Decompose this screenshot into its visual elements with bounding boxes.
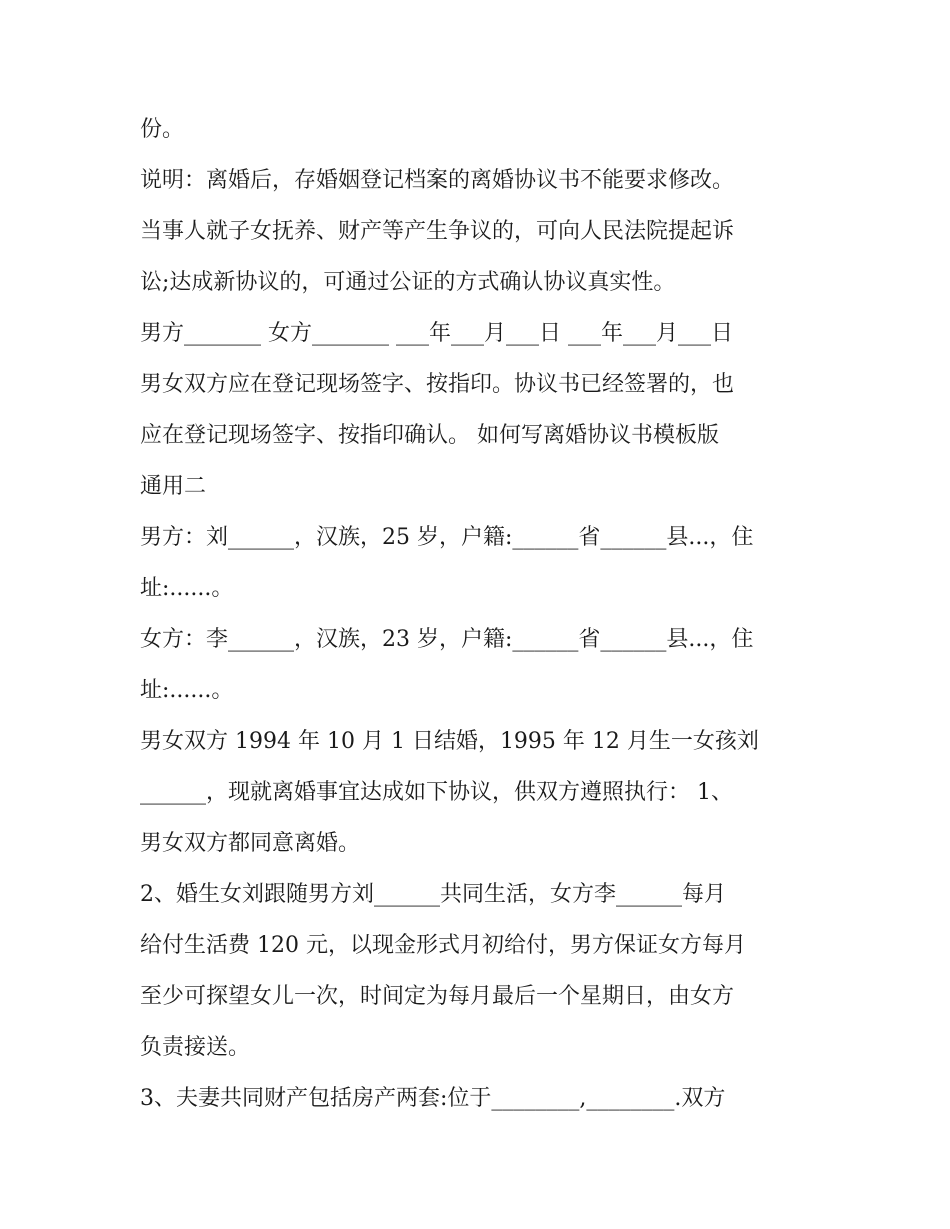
text-line-18: 至少可探望女儿一次，时间定为每月最后一个星期日，由女方 — [140, 984, 735, 1009]
document-body — [140, 104, 820, 1124]
text-line-8: 通用二 — [140, 474, 207, 499]
text-line-7: 应在登记现场签字、按指印确认。 如何写离婚协议书模板版 — [140, 423, 719, 448]
text-line-14: ______，现就离婚事宜达成如下协议，供双方遵照执行： 1、 — [140, 780, 733, 805]
text-line-9: 男方：刘______，汉族，25 岁，户籍:______省______县...，住 — [140, 525, 754, 550]
text-line-2: 说明：离婚后，存婚姻登记档案的离婚协议书不能要求修改。 — [140, 168, 735, 193]
text-line-16: 2、婚生女刘跟随男方刘______共同生活，女方李______每月 — [140, 882, 726, 907]
text-line-15: 男女双方都同意离婚。 — [140, 831, 361, 856]
text-line-20: 3、夫妻共同财产包括房产两套:位于________,________.双方 — [140, 1086, 726, 1111]
text-line-1: 份。 — [140, 117, 185, 142]
text-line-3: 当事人就子女抚养、财产等产生争议的，可向人民法院提起诉 — [140, 219, 735, 244]
text-line-5: 男方_______ 女方_______ ___年___月___日 ___年___月___日 — [140, 321, 733, 346]
text-line-17: 给付生活费 120 元，以现金形式月初给付，男方保证女方每月 — [140, 933, 746, 958]
text-line-19: 负责接送。 — [140, 1035, 251, 1060]
text-line-10: 址:......。 — [140, 576, 234, 601]
text-line-6: 男女双方应在登记现场签字、按指印。协议书已经签署的，也 — [140, 372, 735, 397]
text-line-13: 男女双方 1994 年 10 月 1 日结婚，1995 年 12 月生一女孩刘 — [140, 729, 759, 754]
text-line-4: 讼;达成新协议的，可通过公证的方式确认协议真实性。 — [140, 270, 676, 295]
text-line-12: 址:......。 — [140, 678, 234, 703]
text-line-11: 女方：李______，汉族，23 岁，户籍:______省______县...，住 — [140, 627, 754, 652]
